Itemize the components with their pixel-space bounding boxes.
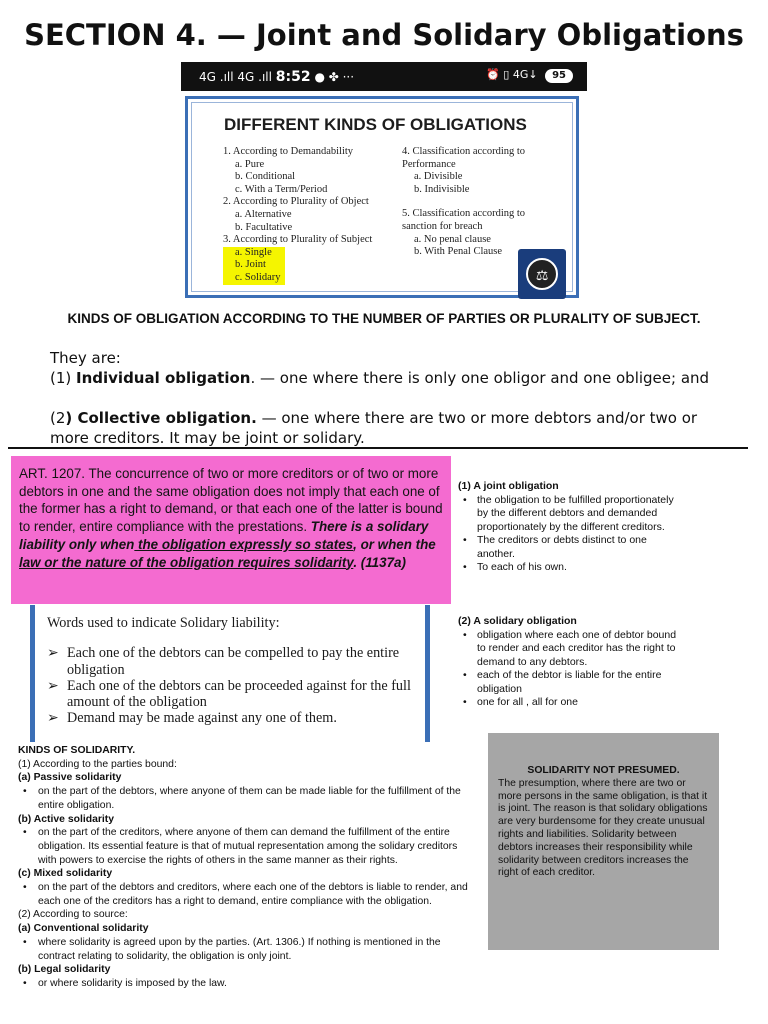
page-title: SECTION 4. — Joint and Solidary Obligations xyxy=(24,18,744,52)
individual-obligation-paragraph: (1) Individual obligation. — one where there is only one obligor and one obligee; and xyxy=(50,369,710,387)
phone-status-bar xyxy=(181,62,587,91)
slide-list-item: 5. Classification according to xyxy=(402,208,526,220)
slide-list-item: c. Solidary xyxy=(223,272,393,285)
kinds-of-solidarity-heading: KINDS OF SOLIDARITY. xyxy=(18,745,136,756)
status-left xyxy=(199,69,354,85)
divider xyxy=(8,447,748,449)
active-solidarity-heading: (b) Active solidarity xyxy=(18,813,115,825)
solidarity-not-presumed-box xyxy=(488,733,719,950)
words-item: ➢ Each one of the debtors can be proceeded against for the full amount of the obligation xyxy=(47,677,411,711)
list-item: • The creditors or debts distinct to one another. xyxy=(458,534,678,561)
list-item: • one for all , all for one xyxy=(458,696,678,710)
kinds-of-obligation-heading: KINDS OF OBLIGATION ACCORDING TO THE NUMBER OF PARTIES OR PLURALITY OF SUBJECT. xyxy=(67,311,701,326)
slide-list-item: 4. Classification according to xyxy=(402,146,526,157)
slide-list-item: a. Alternative xyxy=(235,208,292,220)
list-item: • where solidarity is agreed upon by the parties. (Art. 1306.) If nothing is mentioned in the contract relating to solidarity, the obligation is only joint. xyxy=(18,936,473,963)
slide-list-item: a. Divisible xyxy=(414,171,463,183)
arrow-icon: ➢ xyxy=(47,710,59,727)
joint-obligation-section xyxy=(458,480,678,575)
passive-solidarity-heading: (a) Passive solidarity xyxy=(18,772,122,784)
they-are-label: They are: xyxy=(50,349,121,367)
signal-icon: 4G .ıll 4G .ıll xyxy=(199,70,272,84)
slide-list-item xyxy=(402,196,562,208)
list-item: • To each of his own. xyxy=(458,561,678,575)
solidarity-not-presumed-body: The presumption, where there are two or more persons in the same obligation, is that it is joint. The reason is that solidary obligations are very burdensome for they create unusual rights and liabilities. Solidarity between debtors increases their responsibility while solidarity between creditors increases the right of each creditor. xyxy=(498,777,708,879)
status-right xyxy=(486,68,573,83)
slide-list-item: b. Indivisible xyxy=(414,183,470,195)
slide-list-item: 2. According to Plurality of Object xyxy=(223,196,369,208)
list-item: • the obligation to be fulfilled proportionately by the different debtors and demanded proportionately by the different creditors. xyxy=(458,494,678,535)
slide-list-item: b. Facultative xyxy=(235,221,293,233)
slide-list-item: 1. According to Demandability xyxy=(223,146,354,157)
seal-logo-icon xyxy=(518,249,566,299)
subheading: (1) According to the parties bound: xyxy=(18,758,177,770)
kinds-of-solidarity-section xyxy=(18,744,473,991)
slide-list-item: b. Joint xyxy=(223,259,393,272)
slide-column-2 xyxy=(402,146,562,259)
slide-list-item: a. Pure xyxy=(235,158,265,170)
slide-list-item: sanction for breach xyxy=(402,220,483,232)
solidary-words-title: Words used to indicate Solidary liability: xyxy=(47,615,280,631)
battery-icon: 95 xyxy=(545,69,573,83)
list-item: • each of the debtor is liable for the entire obligation xyxy=(458,669,678,696)
conventional-solidarity-heading: (a) Conventional solidarity xyxy=(18,923,149,935)
collective-obligation-paragraph: (2) Collective obligation. — one where there are two or more debtors and/or two or more creditors. It may be joint or solidary. xyxy=(50,409,698,447)
status-time: 8:52 xyxy=(275,69,311,85)
list-item: • or where solidarity is imposed by the law. xyxy=(18,977,473,991)
list-item: • on the part of the creditors, where anyone of them can demand the fulfillment of the entire obligation. Its essential feature is that of mutual representation among the solidary creditors with powers to exercise the rights of others in the same manner as their rights. xyxy=(18,826,473,867)
joint-obligation-heading: (1) A joint obligation xyxy=(458,480,559,492)
slide-list-item: 3. According to Plurality of Subject xyxy=(223,234,373,246)
scales-icon: ⚖ xyxy=(535,267,549,283)
slide-title: DIFFERENT KINDS OF OBLIGATIONS xyxy=(224,115,527,134)
solidary-obligation-section xyxy=(458,615,678,710)
slide-list-item: Performance xyxy=(402,158,456,170)
embedded-phone-screenshot xyxy=(181,62,587,302)
list-item: • on the part of the debtors, where anyone of them can be made liable for the fulfillment of the entire obligation. xyxy=(18,785,473,812)
art-1207-box: ART. 1207. The concurrence of two or more creditors or of two or more debtors in one and the same obligation does not imply that each one of the former has a right to demand, or that each one of the latter is bound to render, entire compliance with the prestations. There is a solidary liability only when the obligation expressly so states, or when the law or the nature of the obligation requires solidarity. (1137a) xyxy=(11,456,451,604)
slide-column-1 xyxy=(223,146,393,285)
list-item: • obligation where each one of debtor bound to render and each creditor has the right to demand to any debtors. xyxy=(458,629,678,670)
arrow-icon: ➢ xyxy=(47,677,59,694)
subheading: (2) According to source: xyxy=(18,909,128,921)
solidary-obligation-heading: (2) A solidary obligation xyxy=(458,615,577,627)
notification-icons: ● ✤ ··· xyxy=(314,70,355,84)
slide-image xyxy=(185,96,579,298)
words-item: ➢ Each one of the debtors can be compelled to pay the entire obligation xyxy=(47,645,400,678)
list-item: • on the part of the debtors and creditors, where each one of the debtors is liable to render, and each one of the creditors has a right to demand, entire compliance with the obligation. xyxy=(18,881,473,908)
slide-list-item: c. With a Term/Period xyxy=(235,183,328,195)
mixed-solidarity-heading: (c) Mixed solidarity xyxy=(18,868,113,880)
slide-list-item: b. Conditional xyxy=(235,171,296,183)
words-item: ➢ Demand may be made against any one of them. xyxy=(47,710,337,727)
legal-solidarity-heading: (b) Legal solidarity xyxy=(18,964,111,976)
solidarity-not-presumed-heading: SOLIDARITY NOT PRESUMED. xyxy=(527,765,680,776)
alarm-icon: ⏰ ▯ 4G↓ xyxy=(486,68,538,81)
slide-list-item: a. No penal clause xyxy=(414,233,491,245)
slide-list-item: a. Single xyxy=(223,247,393,260)
solidary-words-image xyxy=(30,605,430,742)
arrow-icon: ➢ xyxy=(47,645,59,662)
slide-list-item: b. With Penal Clause xyxy=(414,246,503,258)
